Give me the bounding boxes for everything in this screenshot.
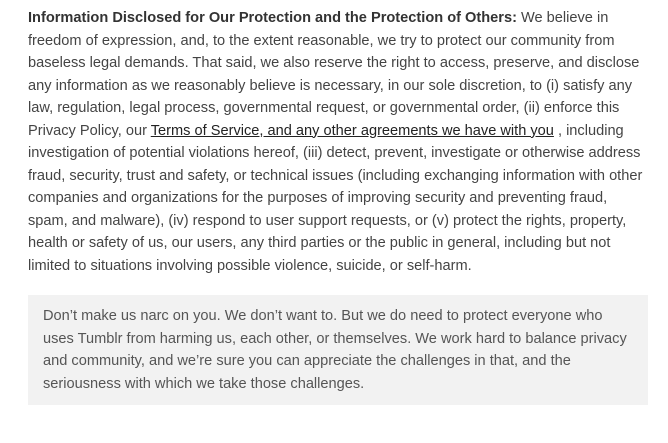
terms-of-service-link[interactable]: Terms of Service, and any other agreements we have with you [150, 122, 554, 139]
paragraph-text-after-link: , including investigation of potential violations hereof, (iii) detect, prevent, investigate or otherwise address fraud, security, trust and safety, or technical issues (including exchanging information with other companies and organizations for the purposes of improving security and preventing fraud, spam, and malware), (iv) respond to user support requests, or (v) protect the rights, property, health or safety of us, our users, any third parties or the public in general, including but not limited to situations involving possible violence, suicide, or self-harm. [28, 122, 643, 274]
paragraph-text-before-link: We believe in freedom of expression, and, to the extent reasonable, we try to protect our community from baseless legal demands. That said, we also reserve the right to access, preserve, and disclose any information as we reasonably believe is necessary, in our sole discretion, to (i) satisfy any law, regulation, legal process, governmental request, or governmental order, (ii) enforce this Privacy Policy, our [28, 10, 640, 139]
section-heading: Information Disclosed for Our Protection and the Protection of Others: [28, 10, 517, 26]
plain-language-callout [28, 295, 648, 405]
disclosure-paragraph [28, 7, 650, 277]
policy-content [28, 7, 650, 405]
callout-text: Don’t make us narc on you. We don’t want to. But we do need to protect everyone who uses Tumblr from harming us, each other, or themselves. We work hard to balance privacy and community, and we’re sure you can appreciate the challenges in that, and the seriousness with which we take those challenges. [43, 308, 627, 392]
